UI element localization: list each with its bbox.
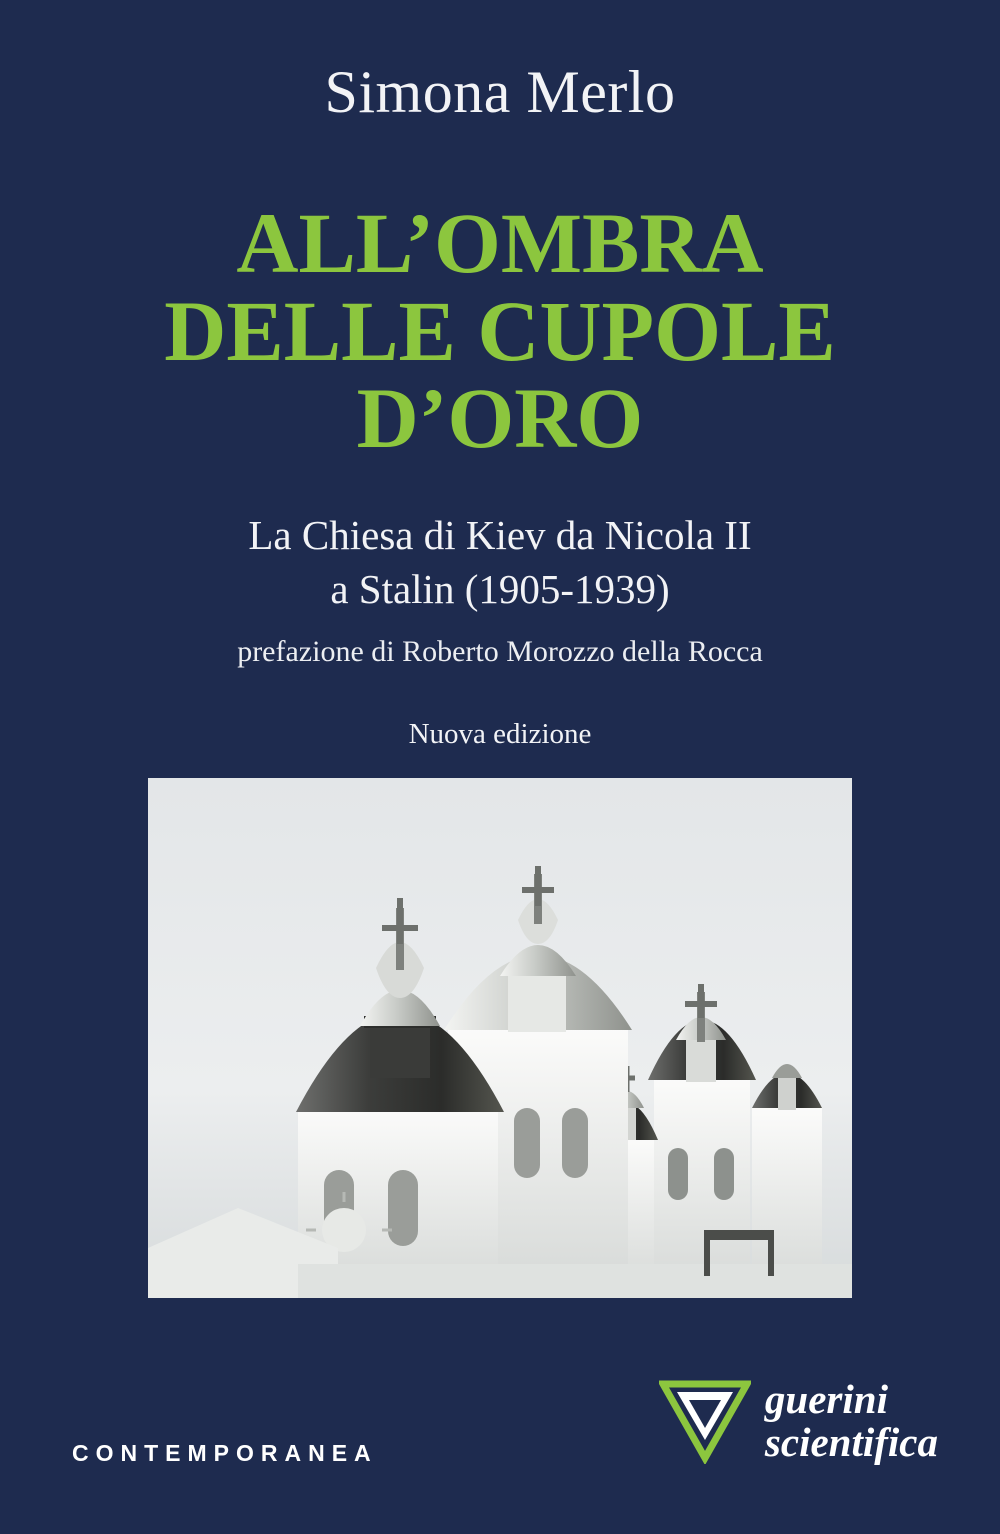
subtitle-line-2: a Stalin (1905-1939)	[330, 566, 670, 613]
subtitle-line-1: La Chiesa di Kiev da Nicola II	[248, 512, 752, 558]
edition-note: Nuova edizione	[408, 718, 592, 750]
title-line-2: DELLE CUPOLE	[164, 282, 836, 379]
title-line-3: D’ORO	[356, 370, 644, 467]
triangle-mark-icon	[659, 1378, 751, 1464]
title-line-1: ALL’OMBRA	[236, 195, 764, 291]
publisher-logo	[659, 1378, 938, 1464]
publisher-name	[765, 1378, 938, 1464]
series-label: CONTEMPORANEA	[72, 1440, 378, 1466]
church-domes-illustration	[148, 778, 852, 1298]
book-title	[0, 195, 1000, 467]
publisher-name-line2: scientifica	[764, 1419, 938, 1466]
publisher-name-line1: guerini	[764, 1376, 888, 1422]
book-subtitle	[0, 508, 1000, 616]
cover-photograph	[148, 778, 852, 1298]
author-name: Simona Merlo	[324, 59, 676, 125]
preface-credit: prefazione di Roberto Morozzo della Rocca	[237, 635, 763, 668]
